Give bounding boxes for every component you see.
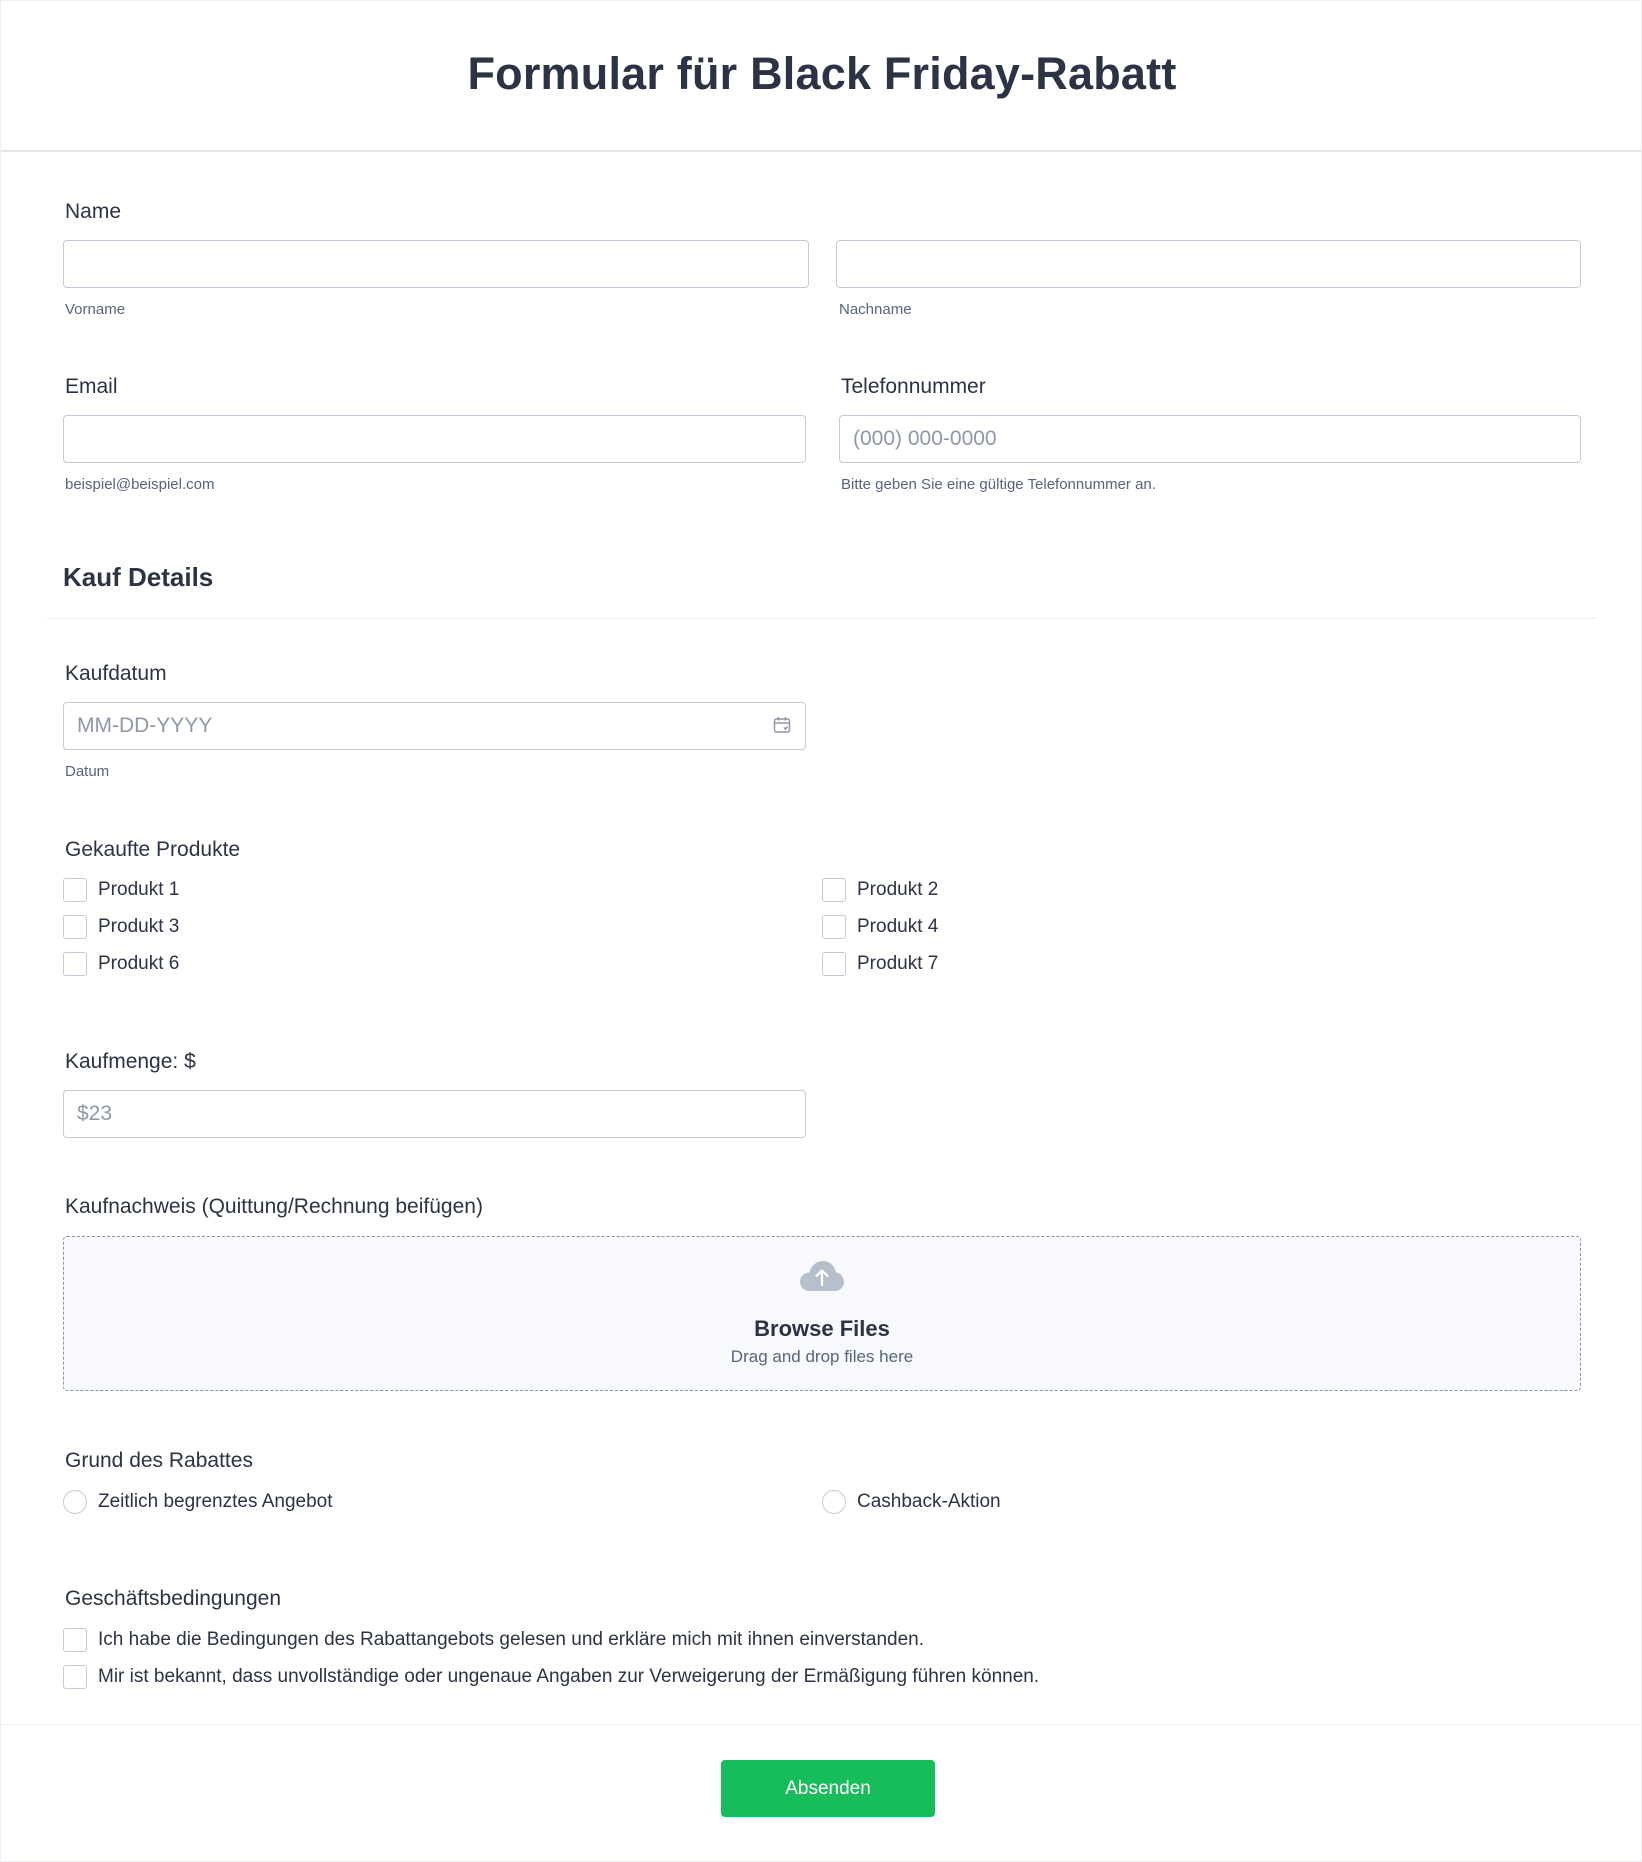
product-option-label: Produkt 4 [857,916,939,937]
product-checkbox[interactable] [822,952,846,976]
email-label: Email [65,375,118,398]
product-checkbox[interactable] [63,952,87,976]
product-option[interactable] [63,915,179,939]
footer-divider [1,1724,1642,1725]
amount-input[interactable] [63,1090,806,1138]
product-option[interactable] [822,915,938,939]
section-title: Kauf Details [63,562,214,592]
reason-label: Grund des Rabattes [65,1449,253,1472]
browse-files-button[interactable]: Browse Files [754,1316,890,1341]
phone-input[interactable] [839,415,1581,463]
reason-option[interactable] [63,1490,333,1514]
phone-sublabel: Bitte geben Sie eine gültige Telefonnummer an. [841,476,1156,493]
submit-button[interactable]: Absenden [721,1760,935,1817]
reason-option[interactable] [822,1490,1001,1514]
calendar-icon[interactable] [773,716,791,734]
upload-label: Kaufnachweis (Quittung/Rechnung beifügen) [65,1195,483,1218]
date-label: Kaufdatum [65,662,167,685]
email-input[interactable] [63,415,806,463]
product-option[interactable] [822,878,938,902]
product-option-label: Produkt 1 [98,879,180,900]
form-header [1,1,1642,152]
reason-option-label: Zeitlich begrenztes Angebot [98,1491,333,1512]
products-label: Gekaufte Produkte [65,838,241,861]
terms-option-label: Ich habe die Bedingungen des Rabattangebots gelesen und erkläre mich mit ihnen einverstanden. [98,1629,925,1650]
product-checkbox[interactable] [822,878,846,902]
product-checkbox[interactable] [822,915,846,939]
first-name-sublabel: Vorname [65,301,126,318]
terms-checkbox[interactable] [63,1665,87,1689]
date-input[interactable] [63,702,806,750]
terms-option-label: Mir ist bekannt, dass unvollständige oder ungenaue Angaben zur Verweigerung der Ermäßigung führen können. [98,1666,1040,1687]
amount-label: Kaufmenge: $ [65,1050,196,1073]
product-option-label: Produkt 3 [98,916,180,937]
section-divider [46,618,1597,619]
email-sublabel: beispiel@beispiel.com [65,476,215,493]
product-checkbox[interactable] [63,878,87,902]
product-option-label: Produkt 6 [98,953,180,974]
product-option-label: Produkt 2 [857,879,939,900]
file-dropzone[interactable] [63,1236,1581,1391]
terms-option[interactable] [63,1665,1039,1689]
reason-radio[interactable] [63,1490,87,1514]
terms-option[interactable] [63,1628,924,1652]
terms-checkbox[interactable] [63,1628,87,1652]
phone-label: Telefonnummer [841,375,986,398]
dropzone-hint: Drag and drop files here [730,1347,914,1366]
last-name-sublabel: Nachname [839,301,912,318]
product-option[interactable] [63,878,179,902]
product-checkbox[interactable] [63,915,87,939]
form-title: Formular für Black Friday-Rabatt [467,47,1177,99]
product-option[interactable] [822,952,938,976]
name-label: Name [65,200,122,223]
product-option[interactable] [63,952,179,976]
reason-radio[interactable] [822,1490,846,1514]
reason-option-label: Cashback-Aktion [857,1491,1001,1512]
first-name-input[interactable] [63,240,809,288]
terms-label: Geschäftsbedingungen [65,1587,281,1610]
date-sublabel: Datum [65,763,110,780]
product-option-label: Produkt 7 [857,953,939,974]
last-name-input[interactable] [836,240,1581,288]
cloud-upload-icon [799,1260,845,1297]
